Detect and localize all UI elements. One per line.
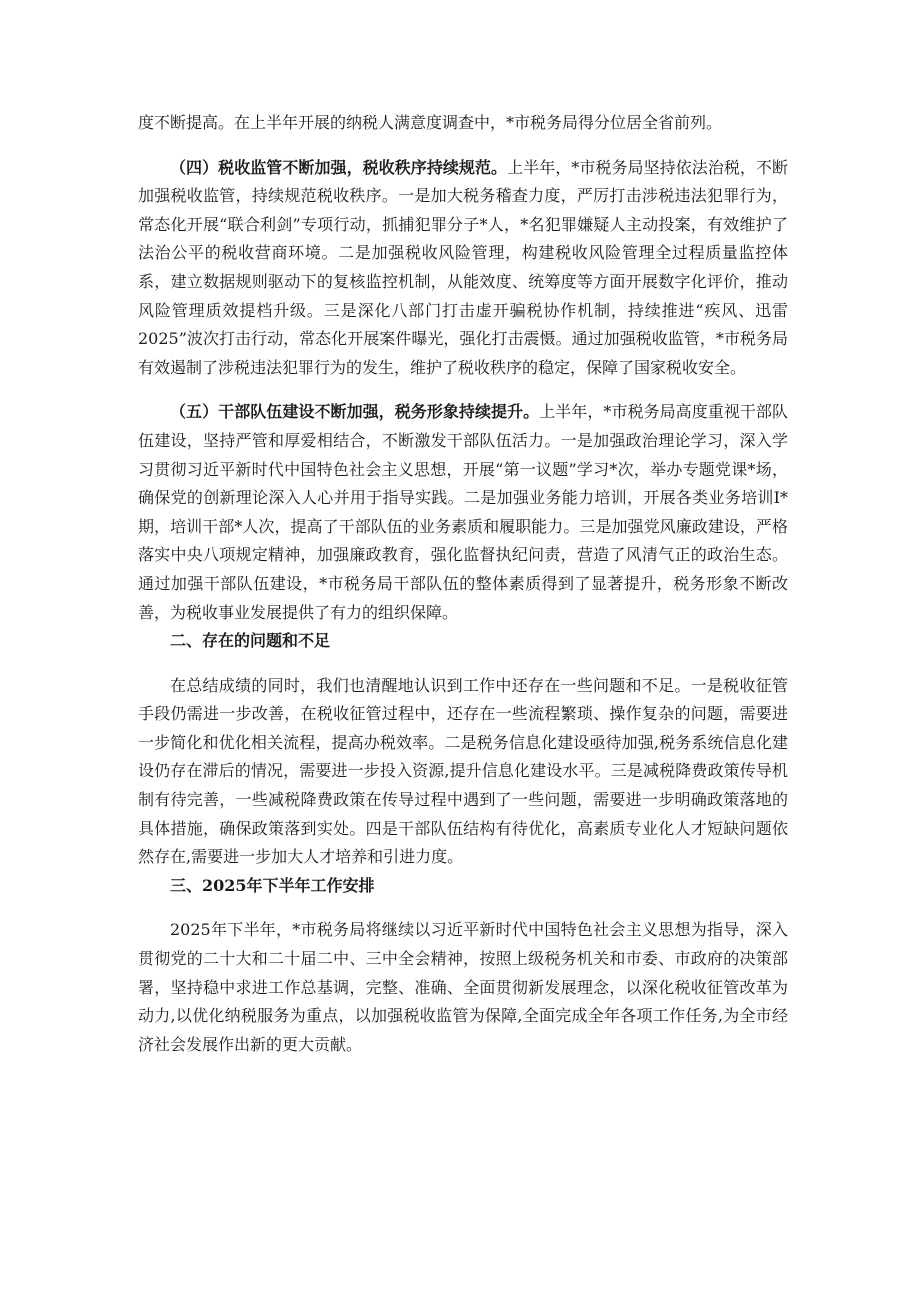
paragraph-problems: 在总结成绩的同时，我们也清醒地认识到工作中还存在一些问题和不足。一是税收征管手段仍需进一步改善，在税收征管过程中，还存在一些流程繁琐、操作复杂的问题，需要进一步简化和优化相关流程，提高办税效率。二是税务信息化建设亟待加强,税务系统信息化建设仍存在滞后的情况，需要进一步投入资源,提升信息化建设水平。三是减税降费政策传导机制有待完善，一些减税降费政策在传导过程中遇到了一些问题，需要进一步明确政策落地的具体措施，确保政策落到实处。四是干部队伍结构有待优化，高素质专业化人才短缺问题依然存在,需要进一步加大人才培养和引进力度。 xyxy=(138,675,788,867)
paragraph-cadre-team xyxy=(138,398,788,627)
paragraph-satisfaction-tail: 度不断提高。在上半年开展的纳税人满意度调查中，*市税务局得分位居全省前列。 xyxy=(138,113,723,132)
document-page xyxy=(138,109,788,1059)
section-lead-cadre-team: （五）干部队伍建设不断加强，税务形象持续提升。 xyxy=(170,402,540,422)
heading-problems: 二、存在的问题和不足 xyxy=(170,631,331,651)
section-lead-tax-supervision: （四）税收监管不断加强，税收秩序持续规范。 xyxy=(170,157,508,177)
section-body-tax-supervision: 上半年，*市税务局坚持依法治税，不断加强税收监管，持续规范税收秩序。一是加大税务稽查力度，严厉打击涉税违法犯罪行为，常态化开展“联合利剑”专项行动，抓捕犯罪分子*人，*名犯罪嫌疑人主动投案，有效维护了法治公平的税收营商环境。二是加强税收风险管理，构建税收风险管理全过程质量监控体系，建立数据规则驱动下的复核监控机制，从能效度、统筹度等方面开展数字化评价，推动风险管理质效提档升级。三是深化八部门打击虚开骗税协作机制，持续推进“疾风、迅雷2025”波次打击行动，常态化开展案件曝光，强化打击震慑。通过加强税收监管，*市税务局有效遏制了涉税违法犯罪行为的发生，维护了税收秩序的稳定，保障了国家税收安全。 xyxy=(138,157,788,377)
paragraph-work-plan: 2025年下半年，*市税务局将继续以习近平新时代中国特色社会主义思想为指导，深入贯彻党的二十大和二十届二中、三中全会精神，按照上级税务机关和市委、市政府的决策部署，坚持稳中求进工作总基调，完整、准确、全面贯彻新发展理念，以深化税收征管改革为动力,以优化纳税服务为重点，以加强税收监管为保障,全面完成全年各项工作任务,为全市经济社会发展作出新的更大贡献。 xyxy=(138,920,788,1054)
section-body-cadre-team: 上半年，*市税务局高度重视干部队伍建设，坚持严管和厚爱相结合，不断激发干部队伍活力。一是加强政治理论学习，深入学习贯彻习近平新时代中国特色社会主义思想，开展“第一议题”学习*次，举办专题党课*场，确保党的创新理论深入人心并用于指导实践。二是加强业务能力培训，开展各类业务培训I*期，培训干部*人次，提高了干部队伍的业务素质和履职能力。三是加强党风廉政建设，严格落实中央八项规定精神，加强廉政教育，强化监督执纪问责，营造了风清气正的政治生态。通过加强干部队伍建设，*市税务局干部队伍的整体素质得到了显著提升，税务形象不断改善，为税收事业发展提供了有力的组织保障。 xyxy=(138,402,788,622)
paragraph-tax-supervision xyxy=(138,154,788,383)
heading-work-plan: 三、2025年下半年工作安排 xyxy=(170,875,375,895)
